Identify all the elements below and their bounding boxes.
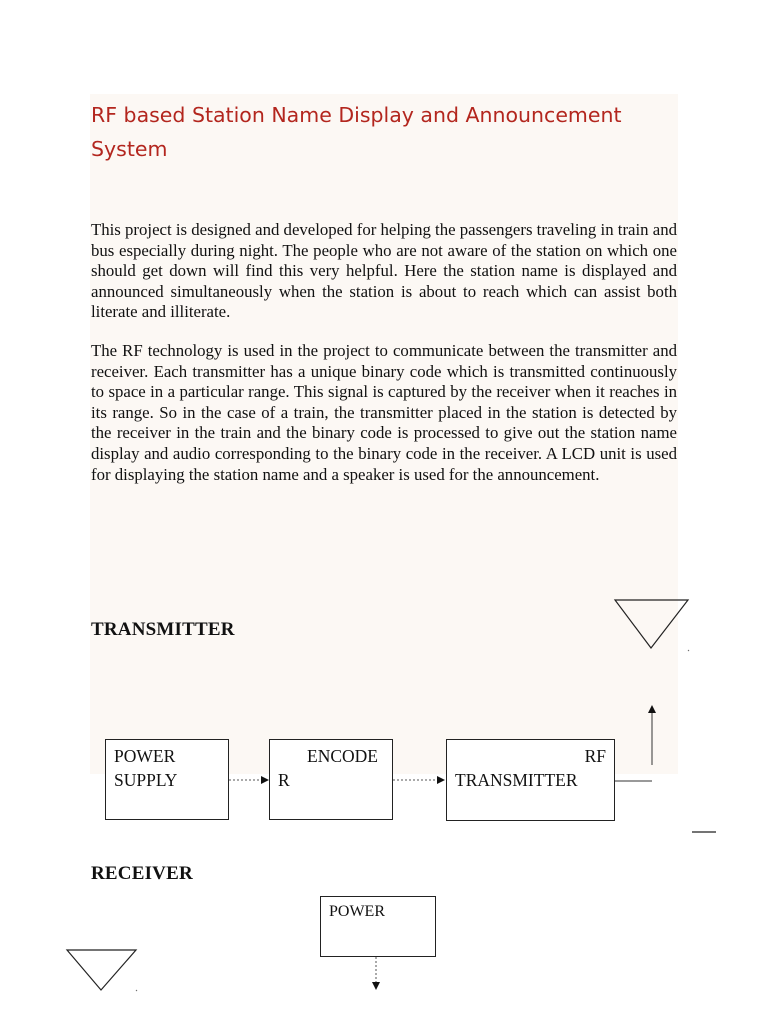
rf-technology-paragraph: The RF technology is used in the project to communicate between the transmitter and receiver. Each transmitter has a unique binary code which is transmitted continuously to space in a particular range. This signal is captured by the receiver when it reaches in its range. So in the case of a train, the transmitter placed in the station is detected by the receiver in the train and the binary code is processed to give out the station name display and audio corresponding to the binary code in the receiver. A LCD unit is used for displaying the station name and a speaker is used for the announcement. bbox=[91, 341, 677, 484]
page-title: RF based Station Name Display and Announcement System bbox=[91, 103, 622, 161]
receiver-power-label: POWER bbox=[329, 903, 385, 920]
receiver-power-block bbox=[320, 896, 436, 957]
power-supply-label-line2: SUPPLY bbox=[114, 770, 178, 790]
encoder-label-line1: ENCODE bbox=[307, 746, 378, 766]
encoder-label-line2: R bbox=[278, 770, 290, 790]
receiver-heading: RECEIVER bbox=[91, 863, 193, 884]
antenna-dot bbox=[688, 650, 689, 651]
antenna-dot-receiver bbox=[136, 990, 137, 991]
receiver-antenna-icon bbox=[67, 950, 136, 990]
rf-transmitter-label-line2: TRANSMITTER bbox=[455, 770, 578, 790]
encoder-block bbox=[269, 739, 393, 820]
rf-transmitter-label-line1: RF bbox=[584, 746, 606, 766]
intro-paragraph: This project is designed and developed for helping the passengers traveling in train and bus especially during night. The people who are not aware of the station on which one should get down will find this very helpful. Here the station name is displayed and announced simultaneously when the station is about to reach which can assist both literate and illiterate. bbox=[91, 220, 677, 322]
power-supply-label-line1: POWER bbox=[114, 746, 176, 766]
power-supply-block bbox=[105, 739, 229, 820]
rf-transmitter-block bbox=[446, 739, 615, 821]
transmitter-heading: TRANSMITTER bbox=[91, 619, 235, 640]
